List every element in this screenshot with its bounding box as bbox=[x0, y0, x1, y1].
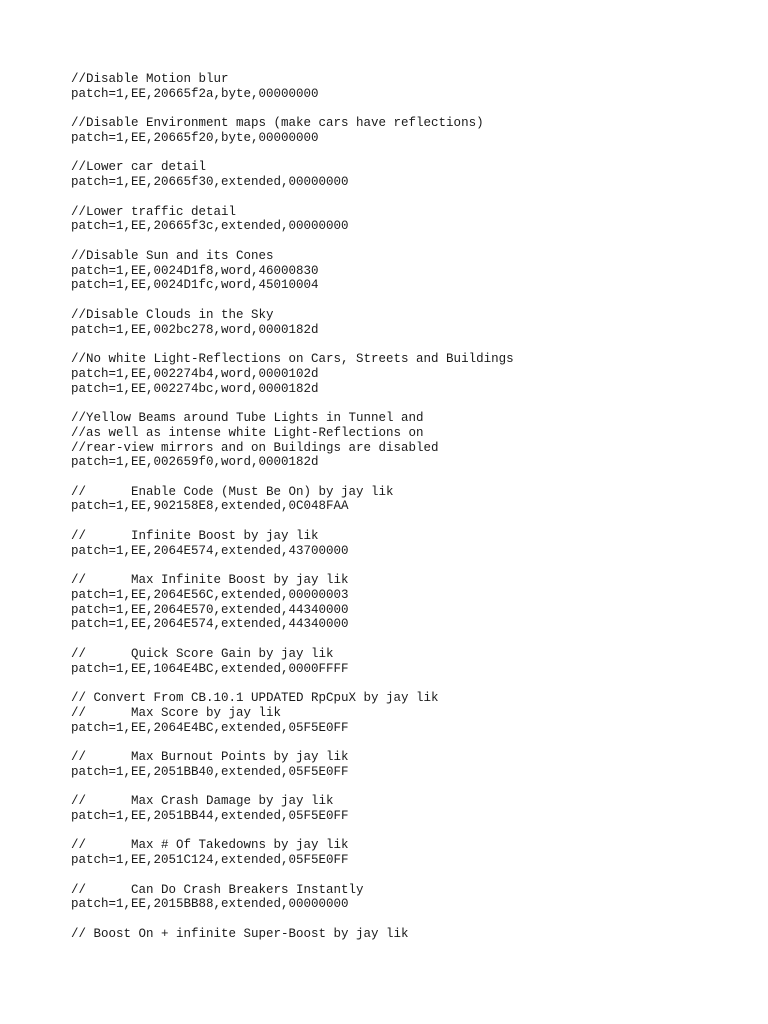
code-block bbox=[71, 838, 751, 868]
code-block bbox=[71, 691, 751, 735]
patch-line: patch=1,EE,2051BB44,extended,05F5E0FF bbox=[71, 809, 349, 823]
patch-line: patch=1,EE,002bc278,word,0000182d bbox=[71, 322, 319, 337]
patch-line: patch=1,EE,002274b4,word,0000102d bbox=[71, 366, 319, 381]
comment-line: //rear-view mirrors and on Buildings are disabled bbox=[71, 440, 439, 455]
code-block bbox=[71, 352, 751, 396]
comment-line: //Disable Environment maps (make cars have reflections) bbox=[71, 116, 484, 131]
comment-line: //Lower traffic detail bbox=[71, 204, 237, 219]
patch-code-listing bbox=[71, 72, 751, 956]
patch-line: patch=1,EE,0024D1f8,word,46000830 bbox=[71, 263, 319, 278]
code-block bbox=[71, 750, 751, 780]
comment-line: // Max Score by jay lik bbox=[71, 705, 282, 720]
patch-line: patch=1,EE,2064E574,extended,43700000 bbox=[71, 543, 349, 558]
patch-line: patch=1,EE,1064E4BC,extended,0000FFFF bbox=[71, 661, 349, 676]
patch-line: patch=1,EE,2051C124,extended,05F5E0FF bbox=[71, 853, 349, 868]
comment-line: // Max Burnout Points by jay lik bbox=[71, 750, 349, 765]
code-block bbox=[71, 529, 751, 559]
patch-line: patch=1,EE,2015BB88,extended,00000000 bbox=[71, 897, 349, 912]
code-block bbox=[71, 72, 751, 102]
patch-line: patch=1,EE,2064E574,extended,44340000 bbox=[71, 617, 349, 632]
comment-line: //No white Light-Reflections on Cars, Streets and Buildings bbox=[71, 351, 514, 366]
patch-line: patch=1,EE,20665f30,extended,00000000 bbox=[71, 175, 349, 190]
comment-line: //Disable Sun and its Cones bbox=[71, 248, 274, 263]
code-block bbox=[71, 485, 751, 515]
patch-line: patch=1,EE,002274bc,word,0000182d bbox=[71, 381, 319, 396]
patch-line: patch=1,EE,20665f3c,extended,00000000 bbox=[71, 219, 349, 234]
code-block bbox=[71, 573, 751, 632]
comment-line: // Can Do Crash Breakers Instantly bbox=[71, 882, 364, 897]
code-block bbox=[71, 205, 751, 235]
comment-line: // Enable Code (Must Be On) by jay lik bbox=[71, 484, 394, 499]
comment-line: // Infinite Boost by jay lik bbox=[71, 528, 319, 543]
patch-line: patch=1,EE,2064E570,extended,44340000 bbox=[71, 602, 349, 617]
patch-line: patch=1,EE,902158E8,extended,0C048FAA bbox=[71, 499, 349, 514]
code-block bbox=[71, 249, 751, 293]
code-block bbox=[71, 794, 751, 824]
patch-line: patch=1,EE,2051BB40,extended,05F5E0FF bbox=[71, 764, 349, 779]
comment-line: // Max Crash Damage by jay lik bbox=[71, 794, 334, 809]
comment-line: // Convert From CB.10.1 UPDATED RpCpuX by jay lik bbox=[71, 691, 439, 706]
patch-line: patch=1,EE,2064E4BC,extended,05F5E0FF bbox=[71, 720, 349, 735]
comment-line: // Max # Of Takedowns by jay lik bbox=[71, 838, 349, 853]
comment-line: //as well as intense white Light-Reflections on bbox=[71, 425, 424, 440]
comment-line: //Lower car detail bbox=[71, 160, 207, 175]
comment-line: // Boost On + infinite Super-Boost by jay lik bbox=[71, 926, 409, 941]
code-block bbox=[71, 411, 751, 470]
code-block bbox=[71, 160, 751, 190]
comment-line: //Disable Clouds in the Sky bbox=[71, 307, 274, 322]
code-block bbox=[71, 927, 751, 942]
comment-line: //Disable Motion blur bbox=[71, 72, 229, 86]
comment-line: // Max Infinite Boost by jay lik bbox=[71, 573, 349, 588]
patch-line: patch=1,EE,2064E56C,extended,00000003 bbox=[71, 587, 349, 602]
code-block bbox=[71, 116, 751, 146]
patch-line: patch=1,EE,002659f0,word,0000182d bbox=[71, 455, 319, 470]
code-block bbox=[71, 883, 751, 913]
patch-line: patch=1,EE,0024D1fc,word,45010004 bbox=[71, 278, 319, 293]
patch-line: patch=1,EE,20665f20,byte,00000000 bbox=[71, 130, 319, 145]
patch-line: patch=1,EE,20665f2a,byte,00000000 bbox=[71, 86, 319, 101]
code-block bbox=[71, 647, 751, 677]
comment-line: //Yellow Beams around Tube Lights in Tunnel and bbox=[71, 410, 424, 425]
code-block bbox=[71, 308, 751, 338]
comment-line: // Quick Score Gain by jay lik bbox=[71, 646, 334, 661]
